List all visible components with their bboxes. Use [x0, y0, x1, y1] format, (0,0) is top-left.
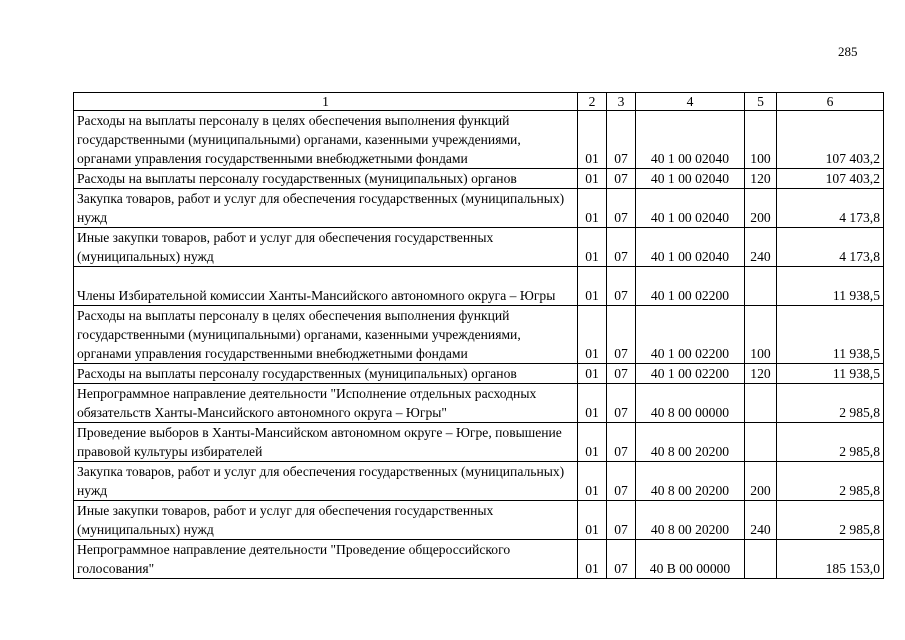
amount: 107 403,2 [777, 111, 884, 169]
amount: 2 985,8 [777, 501, 884, 540]
expense-type-code [745, 540, 777, 579]
column-header: 4 [636, 93, 745, 111]
subsection-code: 07 [607, 540, 636, 579]
expense-name: Иные закупки товаров, работ и услуг для обеспечения государственных (муниципальных) нужд [74, 228, 578, 267]
subsection-code: 07 [607, 423, 636, 462]
amount: 11 938,5 [777, 306, 884, 364]
amount: 11 938,5 [777, 267, 884, 306]
expense-type-code [745, 423, 777, 462]
target-article-code: 40 1 00 02040 [636, 111, 745, 169]
target-article-code: 40 1 00 02200 [636, 364, 745, 384]
expense-name: Закупка товаров, работ и услуг для обеспечения государственных (муниципальных) нужд [74, 462, 578, 501]
amount: 2 985,8 [777, 462, 884, 501]
table-row [74, 228, 884, 267]
subsection-code: 07 [607, 111, 636, 169]
amount: 2 985,8 [777, 384, 884, 423]
expense-type-code [745, 384, 777, 423]
section-code: 01 [578, 169, 607, 189]
target-article-code: 40 1 00 02040 [636, 169, 745, 189]
section-code: 01 [578, 384, 607, 423]
section-code: 01 [578, 228, 607, 267]
expense-type-code: 200 [745, 189, 777, 228]
table-row [74, 364, 884, 384]
expense-type-code: 240 [745, 228, 777, 267]
subsection-code: 07 [607, 501, 636, 540]
expense-type-code: 120 [745, 364, 777, 384]
amount: 2 985,8 [777, 423, 884, 462]
table-row [74, 384, 884, 423]
target-article-code: 40 1 00 02040 [636, 228, 745, 267]
target-article-code: 40 1 00 02200 [636, 306, 745, 364]
table-header-row [74, 93, 884, 111]
subsection-code: 07 [607, 267, 636, 306]
expense-name: Члены Избирательной комиссии Ханты-Мансийского автономного округа – Югры [74, 267, 578, 306]
section-code: 01 [578, 306, 607, 364]
section-code: 01 [578, 423, 607, 462]
expense-type-code [745, 267, 777, 306]
subsection-code: 07 [607, 384, 636, 423]
budget-table [73, 92, 884, 579]
target-article-code: 40 1 00 02200 [636, 267, 745, 306]
table-row [74, 540, 884, 579]
page-number: 285 [838, 44, 858, 59]
target-article-code: 40 8 00 20200 [636, 423, 745, 462]
column-header: 3 [607, 93, 636, 111]
amount: 4 173,8 [777, 228, 884, 267]
subsection-code: 07 [607, 169, 636, 189]
expense-name: Проведение выборов в Ханты-Мансийском автономном округе – Югре, повышение правовой культуры избирателей [74, 423, 578, 462]
column-header: 6 [777, 93, 884, 111]
section-code: 01 [578, 540, 607, 579]
expense-name: Непрограммное направление деятельности "Проведение общероссийского голосования" [74, 540, 578, 579]
section-code: 01 [578, 189, 607, 228]
expense-type-code: 120 [745, 169, 777, 189]
table-row [74, 169, 884, 189]
table-row [74, 189, 884, 228]
amount: 185 153,0 [777, 540, 884, 579]
section-code: 01 [578, 462, 607, 501]
target-article-code: 40 8 00 00000 [636, 384, 745, 423]
section-code: 01 [578, 267, 607, 306]
target-article-code: 40 В 00 00000 [636, 540, 745, 579]
expense-name: Расходы на выплаты персоналу в целях обеспечения выполнения функций государственными (муниципальными) органами, казенными учреждениями, органами управления государственными внебюджетными фондами [74, 306, 578, 364]
amount: 11 938,5 [777, 364, 884, 384]
column-header: 2 [578, 93, 607, 111]
section-code: 01 [578, 364, 607, 384]
section-code: 01 [578, 501, 607, 540]
expense-name: Иные закупки товаров, работ и услуг для обеспечения государственных (муниципальных) нужд [74, 501, 578, 540]
expense-type-code: 100 [745, 111, 777, 169]
amount: 107 403,2 [777, 169, 884, 189]
table-row [74, 267, 884, 306]
expense-name: Непрограммное направление деятельности "Исполнение отдельных расходных обязательств Ханты-Мансийского автономного округа – Югры" [74, 384, 578, 423]
subsection-code: 07 [607, 364, 636, 384]
expense-type-code: 240 [745, 501, 777, 540]
expense-name: Закупка товаров, работ и услуг для обеспечения государственных (муниципальных) нужд [74, 189, 578, 228]
table-row [74, 111, 884, 169]
table-row [74, 501, 884, 540]
subsection-code: 07 [607, 189, 636, 228]
table-row [74, 306, 884, 364]
subsection-code: 07 [607, 462, 636, 501]
table-row [74, 462, 884, 501]
expense-name: Расходы на выплаты персоналу государственных (муниципальных) органов [74, 169, 578, 189]
expense-name: Расходы на выплаты персоналу государственных (муниципальных) органов [74, 364, 578, 384]
column-header: 1 [74, 93, 578, 111]
table-row [74, 423, 884, 462]
subsection-code: 07 [607, 306, 636, 364]
target-article-code: 40 1 00 02040 [636, 189, 745, 228]
target-article-code: 40 8 00 20200 [636, 501, 745, 540]
section-code: 01 [578, 111, 607, 169]
expense-type-code: 200 [745, 462, 777, 501]
expense-name: Расходы на выплаты персоналу в целях обеспечения выполнения функций государственными (муниципальными) органами, казенными учреждениями, органами управления государственными внебюджетными фондами [74, 111, 578, 169]
column-header: 5 [745, 93, 777, 111]
target-article-code: 40 8 00 20200 [636, 462, 745, 501]
expense-type-code: 100 [745, 306, 777, 364]
subsection-code: 07 [607, 228, 636, 267]
amount: 4 173,8 [777, 189, 884, 228]
